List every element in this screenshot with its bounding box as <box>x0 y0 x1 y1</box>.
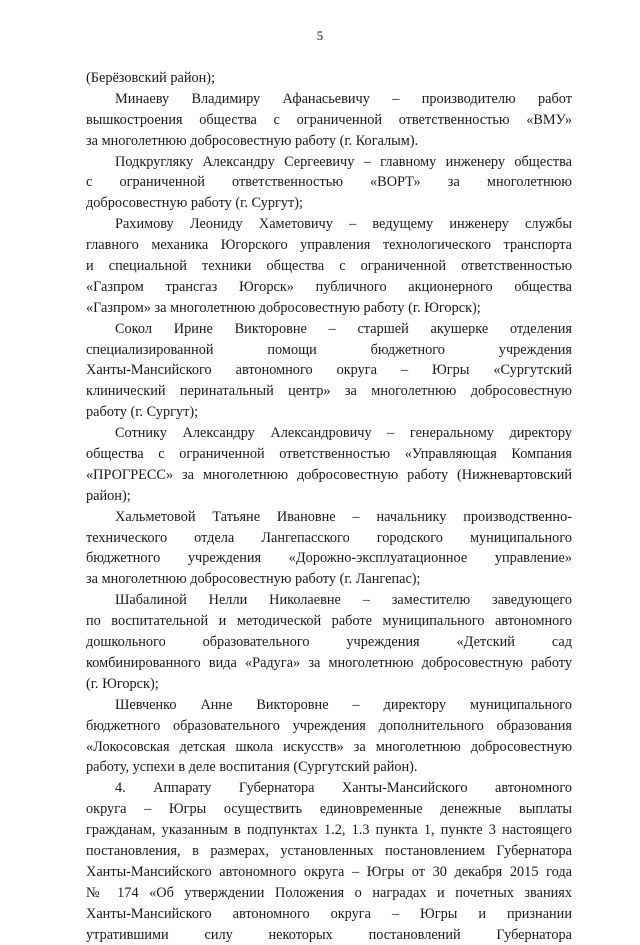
text-line: постановления, в размерах, установленных постановлением Губернатора <box>86 842 572 859</box>
text-line: Ханты-Мансийского автономного округа – Югры от 30 декабря 2015 года <box>86 863 572 880</box>
text-line: № 174 «Об утверждении Положения о наградах и почетных званиях <box>86 884 572 901</box>
text-line: и специальной техники общества с ограниченной ответственностью <box>86 258 572 275</box>
text-line: Шабалиной Нелли Николаевне – заместителю заведующего <box>115 592 572 609</box>
text-line: «Газпром» за многолетнюю добросовестную работу (г. Югорск); <box>86 299 481 316</box>
text-line: комбинированного вида «Радуга» за многолетнюю добросовестную работу <box>86 654 572 671</box>
text-line: Минаеву Владимиру Афанасьевичу – производителю работ <box>115 90 572 107</box>
text-line: за многолетнюю добросовестную работу (г. Когалым). <box>86 132 419 149</box>
text-line: общества с ограниченной ответственностью «Управляющая Компания <box>86 446 572 463</box>
text-line: Сокол Ирине Викторовне – старшей акушерке отделения <box>115 320 572 337</box>
text-line: работу (г. Сургут); <box>86 404 199 421</box>
text-line: Подкругляку Александру Сергеевичу – главному инженеру общества <box>115 153 572 170</box>
text-line: бюджетного учреждения «Дорожно-эксплуатационное управление» <box>86 550 572 567</box>
text-line: работу, успехи в деле воспитания (Сургутский район). <box>86 759 418 776</box>
text-line: Рахимову Леониду Хаметовичу – ведущему инженеру службы <box>115 216 572 233</box>
text-line: «Газпром трансгаз Югорск» публичного акционерного общества <box>86 278 572 295</box>
text-line: «Локосовская детская школа искусств» за многолетнюю добросовестную <box>86 738 572 755</box>
text-line: специализированной помощи бюджетного учреждения <box>86 341 572 358</box>
text-line: клинический перинатальный центр» за многолетнюю добросовестную <box>86 383 572 400</box>
text-line: округа – Югры осуществить единовременные денежные выплаты <box>86 801 572 818</box>
text-line: главного механика Югорского управления технологического транспорта <box>86 237 572 254</box>
text-line: за многолетнюю добросовестную работу (г. Лангепас); <box>86 571 421 588</box>
text-line: дошкольного образовательного учреждения «Детский сад <box>86 634 572 651</box>
text-line: Хальметовой Татьяне Ивановне – начальнику производственно- <box>115 508 572 525</box>
text-line: 4. Аппарату Губернатора Ханты-Мансийского автономного <box>115 780 572 797</box>
text-line: Сотнику Александру Александровичу – генеральному директору <box>115 425 572 442</box>
text-line: «ПРОГРЕСС» за многолетнюю добросовестную работу (Нижневартовский <box>86 466 572 483</box>
text-line: бюджетного образовательного учреждения дополнительного образования <box>86 717 572 734</box>
text-line: Шевченко Анне Викторовне – директору муниципального <box>115 696 572 713</box>
text-line: утратившими силу некоторых постановлений Губернатора <box>86 926 572 943</box>
text-line: (г. Югорск); <box>86 675 159 692</box>
document-body <box>86 68 572 945</box>
text-line: вышкостроения общества с ограниченной ответственностью «ВМУ» <box>86 111 572 128</box>
text-line: технического отдела Лангепасского городского муниципального <box>86 529 572 546</box>
text-line: по воспитательной и методической работе муниципального автономного <box>86 613 572 630</box>
text-line: Ханты-Мансийского автономного округа – Югры и признании <box>86 905 572 922</box>
text-line: (Берёзовский район); <box>86 70 216 86</box>
text-line: добросовестную работу (г. Сургут); <box>86 195 304 212</box>
text-line: Ханты-Мансийского автономного округа – Югры «Сургутский <box>86 362 572 379</box>
page-number: 5 <box>316 28 324 43</box>
text-line: с ограниченной ответственностью «ВОРТ» за многолетнюю <box>86 174 572 191</box>
text-line: район); <box>86 487 131 504</box>
text-line: гражданам, указанным в подпунктах 1.2, 1.3 пункта 1, пункте 3 настоящего <box>86 822 572 839</box>
